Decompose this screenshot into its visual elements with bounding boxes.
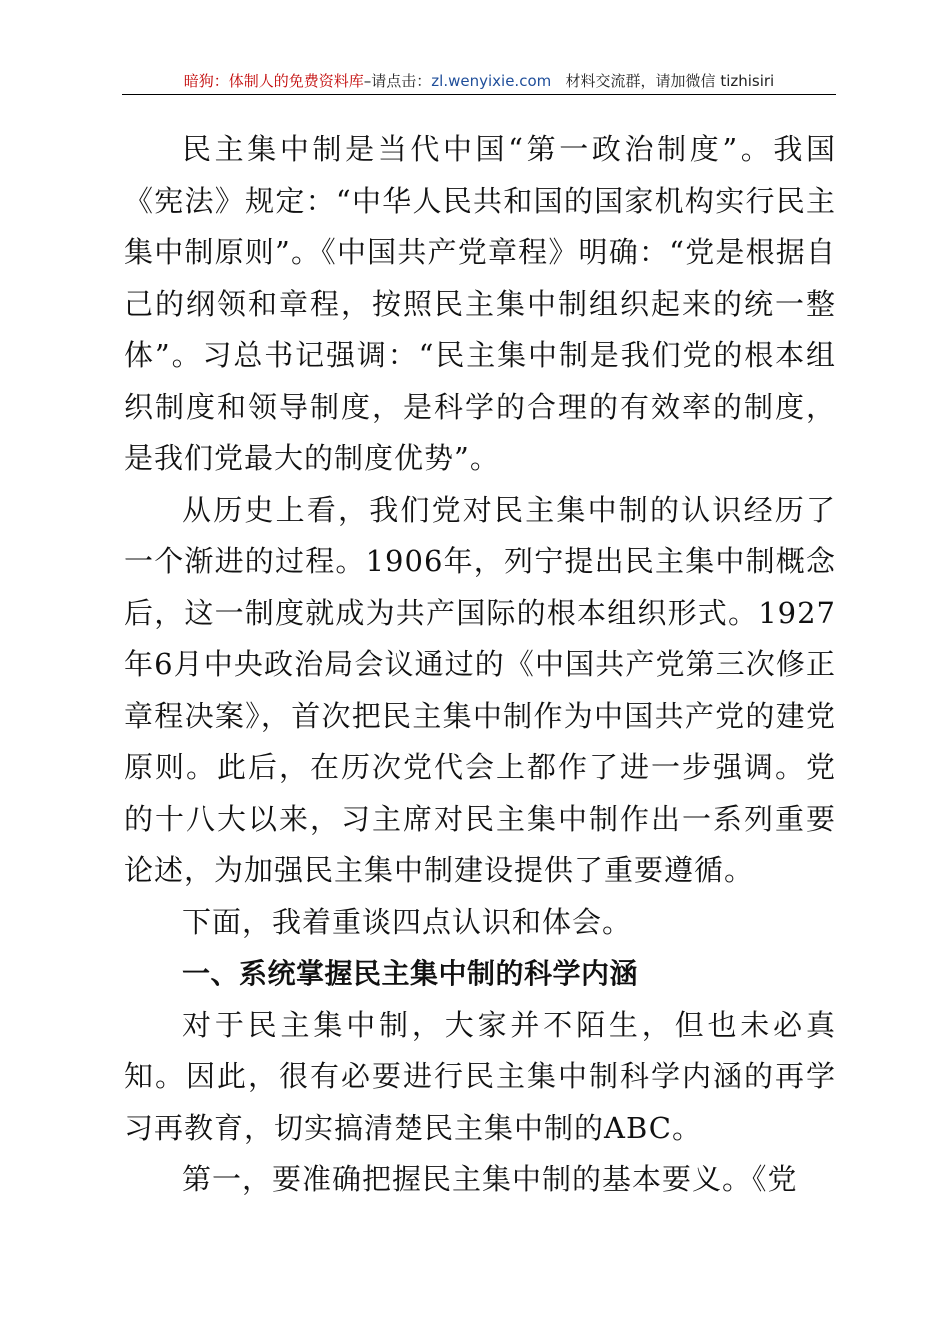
header-group-text: 材料交流群，请加微信 tizhisiri <box>565 72 775 90</box>
paragraph-section1-intro: 对于民主集中制，大家并不陌生，但也未必真知。因此，很有必要进行民主集中制科学内涵的再学习再教育，切实搞清楚民主集中制的ABC。 <box>124 1007 836 1145</box>
header-source-label: 暗狗：体制人的免费资料库 <box>183 72 364 90</box>
paragraph-history: 从历史上看，我们党对民主集中制的认识经历了一个渐进的过程。1906年，列宁提出民主集中制概念后，这一制度就成为共产国际的根本组织形式。1927年6月中央政治局会议通过的《中国共产党第三次修正章程决案》，首次把民主集中制作为中国共产党的建党原则。此后，在历次党代会上都作了进一步强调。党的十八大以来，习主席对民主集中制作出一系列重要论述，为加强民主集中制建设提供了重要遵循。 <box>124 492 836 887</box>
section-heading-1: 一、系统掌握民主集中制的科学内涵 <box>182 957 639 990</box>
page-header <box>122 70 836 95</box>
paragraph-transition: 下面，我着重谈四点认识和体会。 <box>182 904 633 939</box>
paragraph-intro: 民主集中制是当代中国“第一政治制度”。我国《宪法》规定：“中华人民共和国的国家机构实行民主集中制原则”。《中国共产党章程》明确：“党是根据自己的纲领和章程，按照民主集中制组织起来的统一整体”。习总书记强调：“民主集中制是我们党的根本组织制度和领导制度，是科学的合理的有效率的制度，是我们党最大的制度优势”。 <box>124 132 836 475</box>
document-body <box>124 124 836 1206</box>
header-url-link[interactable]: zl.wenyixie.com <box>431 72 552 90</box>
paragraph-first-point: 第一，要准确把握民主集中制的基本要义。《党 <box>182 1162 798 1196</box>
header-click-prompt: –请点击： <box>363 72 432 90</box>
